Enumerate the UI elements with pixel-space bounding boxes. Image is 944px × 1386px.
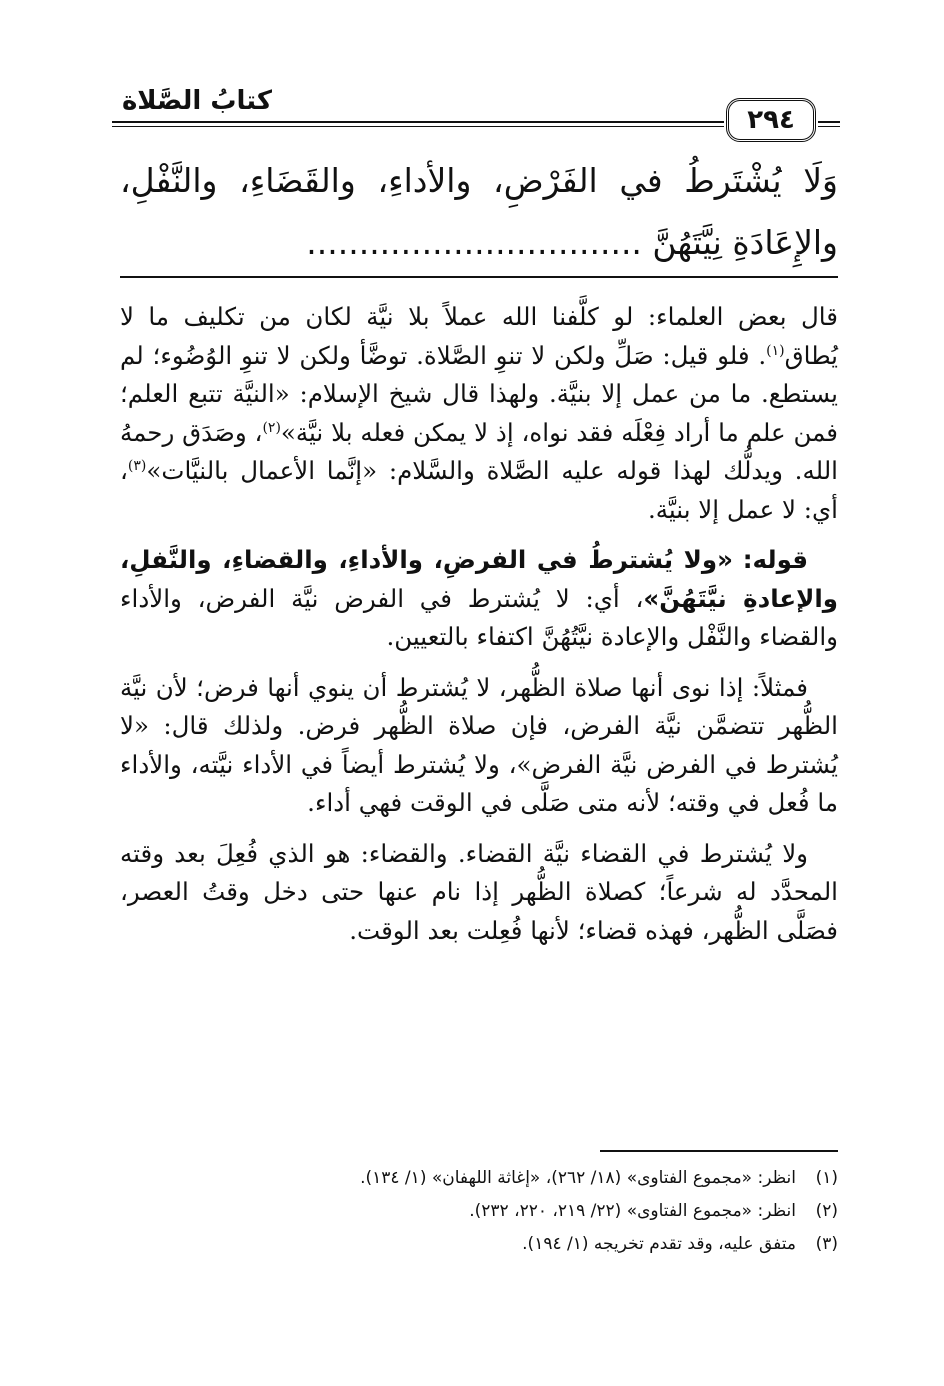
footnote-ref-3: (٣) [127, 457, 147, 474]
header-rule-left-2 [112, 126, 724, 127]
p2-lead: قوله: [742, 545, 808, 574]
paragraph-1 [120, 298, 838, 529]
header-rule-left [112, 121, 724, 123]
footnote-1-text: انظر: «مجموع الفتاوى» (١٨/ ٢٦٢)، «إغاثة اللهفان» (١/ ١٣٤). [360, 1168, 796, 1188]
footnote-1 [200, 1162, 838, 1195]
p2-text: ، أي: لا يُشترط في الفرض نيَّة الفرض، والأداء والقضاء والنَّفْل والإعادة نيَّتُهُنَّ اكتفاء بالتعيين. [120, 583, 838, 651]
footnotes [200, 1162, 838, 1261]
matn-verse: وَلَا يُشْتَرطُ في الفَرْضِ، والأداءِ، والقَضَاءِ، والنَّفْلِ، والإِعَادَةِ نِيَّتَهُنَّ ................................ [120, 161, 838, 262]
paragraph-2 [120, 541, 838, 657]
footnote-3-number: (٣) [815, 1234, 838, 1254]
running-header-title: كتابُ الصَّلاة [121, 86, 272, 116]
p1-text-c: ، وصَدَق رحمهُ الله. ويدلُّك لهذا قوله عليه الصَّلاة والسَّلام: «إنَّما الأعمال بالنيَّات» [120, 417, 838, 485]
header-rule-right-2 [818, 126, 840, 127]
p1-text-d: ، أي: لا عمل إلا بنيَّة. [120, 456, 838, 524]
footnote-ref-1: (١) [766, 342, 785, 359]
footnote-2-text: انظر: «مجموع الفتاوى» (٢٢/ ٢١٩، ٢٢٠، ٢٣٢). [469, 1201, 796, 1221]
footnote-3-text: متفق عليه، وقد تقدم تخريجه (١/ ١٩٤). [522, 1234, 796, 1254]
commentary-body [120, 298, 838, 962]
paragraph-4: ولا يُشترط في القضاء نيَّة القضاء. والقضاء: هو الذي فُعِلَ بعد وقته المحدَّد له شرعاً؛ كصلاة الظُّهر إذا نام عنها حتى دخل وقتُ العصر، فصَلَّى الظُّهر، فهذه قضاء؛ لأنها فُعِلت بعد الوقت. [120, 838, 838, 945]
p2-quote: «ولا يُشترطُ في الفرضِ، والأداءِ، والقضاءِ، والنَّفلِ، والإعادةِ نيَّتَهُنَّ» [120, 545, 838, 613]
footnote-1-number: (١) [815, 1168, 838, 1188]
footnote-separator [600, 1150, 838, 1152]
matn-separator [120, 276, 838, 278]
p1-text-a: قال بعض العلماء: لو كلَّفنا الله عملاً بلا نيَّة لكان من تكليف ما لا يُطاق [120, 302, 838, 370]
header-rule-right [818, 121, 840, 123]
footnote-2-number: (٢) [815, 1201, 838, 1221]
paragraph-3: فمثلاً: إذا نوى أنها صلاة الظُّهر، لا يُشترط أن ينوي أنها فرض؛ لأن نيَّة الظُّهر تتضمَّن نيَّة الفرض، فإن صلاة الظُّهر فرض. ولذلك قال: «لا يُشترط في الفرض نيَّة الفرض»، ولا يُشترط أيضاً في الأداء نيَّته، والأداء ما فُعل في وقته؛ لأنه متى صَلَّى في الوقت فهي أداء. [120, 672, 838, 817]
footnote-ref-2: (٢) [262, 419, 281, 436]
p1-text-b: . فلو قيل: صَلِّ ولكن لا تنوِ الصَّلاة. توضَّأ ولكن لا تنوِ الوُضُوء؛ لم يستطع. ما من عمل إلا بنيَّة. ولهذا قال شيخ الإسلام: «النيَّة تتبع العلم؛ فمن علم ما أراد فِعْلَه فقد نواه، إذ لا يمكن فعله بلا نيَّة» [120, 340, 839, 447]
footnote-2 [200, 1195, 838, 1228]
footnote-3 [200, 1228, 838, 1261]
page-number: ٢٩٤ [726, 98, 816, 142]
